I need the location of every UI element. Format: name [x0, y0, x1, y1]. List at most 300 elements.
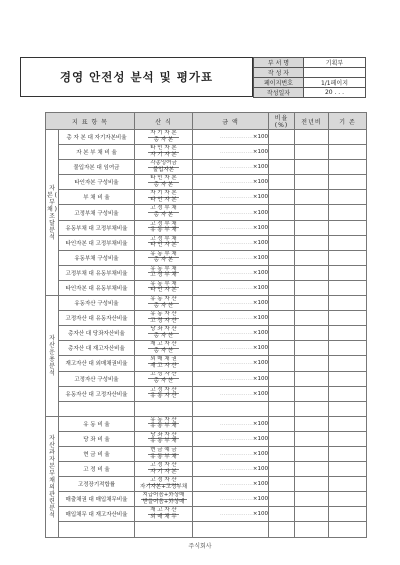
- multiplier-label: ×100: [252, 390, 268, 397]
- table-row: [46, 492, 367, 507]
- formula-fraction: [135, 448, 192, 460]
- table-row: [46, 265, 367, 280]
- ratio-cell[interactable]: [269, 311, 295, 326]
- formula-denominator: 총 자 산: [153, 332, 174, 339]
- formula-fraction: [135, 372, 192, 384]
- formula-cell: [135, 190, 193, 205]
- formula-cell: [135, 522, 193, 537]
- formula-denominator: 타 인 자 본: [150, 242, 177, 249]
- formula-denominator: 유 동 부 채: [150, 438, 177, 445]
- formula-denominator: 자 기 자 본: [150, 468, 177, 475]
- leader-dots: ………………: [219, 466, 253, 473]
- prev-year-cell[interactable]: [295, 386, 329, 401]
- leader-dots: ………………: [219, 481, 253, 488]
- amount-cell[interactable]: [193, 507, 269, 522]
- amount-cell[interactable]: [193, 477, 269, 492]
- formula-denominator: 총 자 산: [153, 378, 174, 385]
- leader-dots: ………………: [219, 164, 253, 171]
- section-label: 자 산 과 자 본 부 채 의 관 련 분 석: [46, 416, 59, 537]
- ratio-cell[interactable]: [269, 190, 295, 205]
- formula-numerator: 각종잉여금: [150, 160, 177, 167]
- prev-year-cell[interactable]: [295, 371, 329, 386]
- document-title: 경영 안전성 분석 및 평가표: [59, 70, 214, 84]
- leader-dots: ………………: [219, 300, 253, 307]
- leader-dots: ………………: [219, 315, 253, 322]
- indicator-name: 고정자산 대 유동자산비율: [59, 311, 135, 326]
- formula-cell: [135, 492, 193, 507]
- formula-numerator: 재 고 자 산: [150, 341, 177, 348]
- formula-fraction: [135, 463, 192, 475]
- existing-cell[interactable]: [329, 356, 367, 371]
- indicator-name: 유동자산 대 고정자산비율: [59, 386, 135, 401]
- formula-fraction: [135, 418, 192, 430]
- ratio-cell[interactable]: [269, 265, 295, 280]
- ratio-cell[interactable]: [269, 130, 295, 145]
- info-row: [254, 88, 366, 98]
- existing-cell[interactable]: [329, 220, 367, 235]
- prev-year-cell[interactable]: [295, 160, 329, 175]
- amount-cell[interactable]: [193, 492, 269, 507]
- table-row: [46, 356, 367, 371]
- formula-cell: [135, 175, 193, 190]
- table-row: [46, 462, 367, 477]
- amount-cell[interactable]: [193, 371, 269, 386]
- ratio-cell[interactable]: [269, 235, 295, 250]
- prev-year-cell[interactable]: [295, 250, 329, 265]
- formula-numerator: 타 인 자 본: [150, 175, 177, 182]
- indicator-name: 유동부채 구성비율: [59, 250, 135, 265]
- amount-cell[interactable]: [193, 522, 269, 537]
- formula-cell: [135, 265, 193, 280]
- amount-cell[interactable]: [193, 220, 269, 235]
- formula-numerator: 지급어음+外상매: [142, 492, 185, 499]
- amount-cell[interactable]: [193, 311, 269, 326]
- formula-numerator: 고 정 자 산: [150, 477, 177, 484]
- formula-cell: [135, 416, 193, 431]
- indicator-name: 현 금 비 율: [59, 446, 135, 461]
- amount-cell[interactable]: [193, 416, 269, 431]
- amount-cell[interactable]: [193, 235, 269, 250]
- info-value[interactable]: [304, 68, 366, 78]
- formula-numerator: 현 금 예 금: [150, 446, 177, 453]
- formula-fraction: [135, 297, 192, 309]
- formula-fraction: [135, 206, 192, 218]
- prev-year-cell[interactable]: [295, 190, 329, 205]
- multiplier-label: ×100: [252, 179, 268, 186]
- formula-fraction: [135, 433, 192, 445]
- existing-cell[interactable]: [329, 386, 367, 401]
- prev-year-cell[interactable]: [295, 175, 329, 190]
- existing-cell[interactable]: [329, 326, 367, 341]
- multiplier-label: ×100: [252, 420, 268, 427]
- prev-year-cell[interactable]: [295, 462, 329, 477]
- prev-year-cell[interactable]: [295, 507, 329, 522]
- ratio-cell[interactable]: [269, 507, 295, 522]
- formula-denominator: 타 인 자 본: [150, 287, 177, 294]
- existing-cell[interactable]: [329, 401, 367, 416]
- table-row: [46, 311, 367, 326]
- prev-year-cell[interactable]: [295, 431, 329, 446]
- ratio-cell[interactable]: [269, 145, 295, 160]
- prev-year-cell[interactable]: [295, 341, 329, 356]
- ratio-cell[interactable]: [269, 492, 295, 507]
- ratio-cell[interactable]: [269, 296, 295, 311]
- indicator-name: 총자산 대 당좌자산비율: [59, 326, 135, 341]
- existing-cell[interactable]: [329, 160, 367, 175]
- formula-cell: [135, 356, 193, 371]
- multiplier-label: ×100: [252, 254, 268, 261]
- leader-dots: ………………: [219, 420, 253, 427]
- indicator-name: 재고자산 대 외매채권비율: [59, 356, 135, 371]
- formula-numerator: 유 동 부 채: [150, 250, 177, 257]
- multiplier-label: ×100: [252, 164, 268, 171]
- prev-year-cell[interactable]: [295, 311, 329, 326]
- indicator-name: 고정장기적합률: [59, 477, 135, 492]
- leader-dots: ………………: [219, 330, 253, 337]
- header-formula: 산 식: [135, 113, 193, 130]
- multiplier-label: ×100: [252, 481, 268, 488]
- formula-numerator: 고 정 부 채: [150, 220, 177, 227]
- table-row: [46, 175, 367, 190]
- formula-cell: [135, 235, 193, 250]
- formula-fraction: [135, 237, 192, 249]
- formula-denominator: 총 자 본: [153, 257, 174, 264]
- company-name: 주식회사: [188, 543, 212, 550]
- table-row: [46, 205, 367, 220]
- indicator-name: 물입자본 대 임여금: [59, 160, 135, 175]
- formula-denominator: 총 자 산: [153, 347, 174, 354]
- prev-year-cell[interactable]: [295, 446, 329, 461]
- formula-cell: [135, 205, 193, 220]
- formula-numerator: 타 인 자 본: [150, 145, 177, 152]
- multiplier-label: ×100: [252, 284, 268, 291]
- ratio-cell[interactable]: [269, 522, 295, 537]
- info-row: [254, 58, 366, 68]
- table-row: [46, 416, 367, 431]
- ratio-cell[interactable]: [269, 446, 295, 461]
- table-row: [46, 507, 367, 522]
- indicator-name: 부 채 비 율: [59, 190, 135, 205]
- table-row: [46, 371, 367, 386]
- formula-denominator: 고 정 자 산: [150, 317, 177, 324]
- formula-numerator: 유 동 자 산: [150, 295, 177, 302]
- multiplier-label: ×100: [252, 315, 268, 322]
- existing-cell[interactable]: [329, 250, 367, 265]
- ratio-cell[interactable]: [269, 477, 295, 492]
- formula-cell: [135, 145, 193, 160]
- amount-cell[interactable]: [193, 250, 269, 265]
- ratio-cell[interactable]: [269, 220, 295, 235]
- formula-cell: [135, 130, 193, 145]
- formula-fraction: [135, 267, 192, 279]
- multiplier-label: ×100: [252, 224, 268, 231]
- formula-denominator: 자 기 자 본: [150, 151, 177, 158]
- table-row: [46, 477, 367, 492]
- prev-year-cell[interactable]: [295, 220, 329, 235]
- formula-numerator: 유 동 자 산: [150, 416, 177, 423]
- existing-cell[interactable]: [329, 130, 367, 145]
- formula-cell: [135, 280, 193, 295]
- multiplier-label: ×100: [252, 466, 268, 473]
- existing-cell[interactable]: [329, 341, 367, 356]
- amount-cell[interactable]: [193, 160, 269, 175]
- ratio-cell[interactable]: [269, 250, 295, 265]
- amount-cell[interactable]: [193, 265, 269, 280]
- formula-fraction: [135, 161, 192, 173]
- prev-year-cell[interactable]: [295, 326, 329, 341]
- leader-dots: ………………: [219, 345, 253, 352]
- multiplier-label: ×100: [252, 375, 268, 382]
- existing-cell[interactable]: [329, 145, 367, 160]
- table-row: [46, 145, 367, 160]
- table-row: [46, 296, 367, 311]
- leader-dots: ………………: [219, 496, 253, 503]
- formula-numerator: 당 좌 자 산: [150, 326, 177, 333]
- leader-dots: ………………: [219, 511, 253, 518]
- formula-cell: [135, 296, 193, 311]
- header-amount: 금 액: [193, 113, 269, 130]
- formula-numerator: 고 정 부 채: [150, 235, 177, 242]
- amount-cell[interactable]: [193, 462, 269, 477]
- multiplier-label: ×100: [252, 300, 268, 307]
- leader-dots: ………………: [219, 209, 253, 216]
- existing-cell[interactable]: [329, 205, 367, 220]
- prev-year-cell[interactable]: [295, 130, 329, 145]
- existing-cell[interactable]: [329, 431, 367, 446]
- table-row: [46, 401, 367, 416]
- info-value[interactable]: 20 . . .: [304, 88, 366, 98]
- table-row: [46, 341, 367, 356]
- formula-fraction: [135, 493, 192, 505]
- ratio-cell[interactable]: [269, 175, 295, 190]
- info-label: 페이지번호: [254, 78, 304, 88]
- prev-year-cell[interactable]: [295, 205, 329, 220]
- approval-info-table: [253, 57, 366, 98]
- indicator-name: 유동자산 구성비율: [59, 296, 135, 311]
- indicator-name: 매출채권 대 매입채무비율: [59, 492, 135, 507]
- multiplier-label: ×100: [252, 345, 268, 352]
- leader-dots: ………………: [219, 224, 253, 231]
- formula-denominator: 고 정 부 채: [150, 272, 177, 279]
- ratio-cell[interactable]: [269, 205, 295, 220]
- ratio-cell[interactable]: [269, 401, 295, 416]
- formula-fraction: [135, 508, 192, 520]
- table-row: [46, 220, 367, 235]
- prev-year-cell[interactable]: [295, 492, 329, 507]
- multiplier-label: ×100: [252, 269, 268, 276]
- formula-cell: [135, 326, 193, 341]
- formula-numerator: 자 기 자 본: [150, 129, 177, 136]
- formula-fraction: [135, 342, 192, 354]
- formula-fraction: [135, 146, 192, 158]
- multiplier-label: ×100: [252, 330, 268, 337]
- multiplier-label: ×100: [252, 239, 268, 246]
- indicator-name: 고정자산 구성비율: [59, 371, 135, 386]
- info-row: [254, 68, 366, 78]
- ratio-cell[interactable]: [269, 416, 295, 431]
- prev-year-cell[interactable]: [295, 416, 329, 431]
- multiplier-label: ×100: [252, 451, 268, 458]
- formula-cell: [135, 371, 193, 386]
- formula-denominator: 총 자 본: [153, 212, 174, 219]
- leader-dots: ………………: [219, 239, 253, 246]
- prev-year-cell[interactable]: [295, 522, 329, 537]
- prev-year-cell[interactable]: [295, 356, 329, 371]
- ratio-cell[interactable]: [269, 356, 295, 371]
- info-value[interactable]: 1/1페이지: [304, 78, 366, 88]
- ratio-cell[interactable]: [269, 326, 295, 341]
- header-existing: 기 존: [329, 113, 367, 130]
- existing-cell[interactable]: [329, 296, 367, 311]
- prev-year-cell[interactable]: [295, 235, 329, 250]
- formula-numerator: 유 동 부 채: [150, 265, 177, 272]
- existing-cell[interactable]: [329, 522, 367, 537]
- formula-numerator: 재 고 자 산: [150, 507, 177, 514]
- title-box: [20, 57, 253, 97]
- leader-dots: ………………: [219, 390, 253, 397]
- existing-cell[interactable]: [329, 416, 367, 431]
- prev-year-cell[interactable]: [295, 401, 329, 416]
- indicator-name: 총 자 본 대 자기자본비율: [59, 130, 135, 145]
- formula-fraction: [135, 252, 192, 264]
- table-row: [46, 386, 367, 401]
- formula-denominator: 총 자 산: [153, 302, 174, 309]
- table-row: [46, 280, 367, 295]
- formula-denominator: 불입자본: [152, 166, 175, 173]
- formula-cell: [135, 220, 193, 235]
- formula-cell: [135, 160, 193, 175]
- table-header-row: [46, 113, 367, 130]
- existing-cell[interactable]: [329, 265, 367, 280]
- stability-analysis-table: [45, 112, 367, 538]
- indicator-name: 자 본 부 채 비 율: [59, 145, 135, 160]
- formula-numerator: 고 정 자 산: [150, 371, 177, 378]
- multiplier-label: ×100: [252, 511, 268, 518]
- indicator-name: 총자산 대 재고자산비율: [59, 341, 135, 356]
- ratio-cell[interactable]: [269, 386, 295, 401]
- formula-denominator: 재 고 자 산: [150, 362, 177, 369]
- existing-cell[interactable]: [329, 507, 367, 522]
- formula-numerator: 유 동 부 채: [150, 280, 177, 287]
- existing-cell[interactable]: [329, 371, 367, 386]
- formula-cell: [135, 477, 193, 492]
- prev-year-cell[interactable]: [295, 477, 329, 492]
- header-prev-year: 전년비: [295, 113, 329, 130]
- formula-denominator: 받을어음+外상매: [142, 498, 185, 505]
- existing-cell[interactable]: [329, 462, 367, 477]
- table-row: [46, 326, 367, 341]
- existing-cell[interactable]: [329, 492, 367, 507]
- existing-cell[interactable]: [329, 446, 367, 461]
- indicator-name: 타인자본 구성비율: [59, 175, 135, 190]
- multiplier-label: ×100: [252, 435, 268, 442]
- amount-cell[interactable]: [193, 446, 269, 461]
- formula-cell: [135, 311, 193, 326]
- formula-numerator: 자 기 자 본: [150, 190, 177, 197]
- leader-dots: ………………: [219, 375, 253, 382]
- existing-cell[interactable]: [329, 175, 367, 190]
- section-label: 자 본 ( 부 채 ) 조 달 분 석: [46, 130, 59, 296]
- formula-cell: [135, 386, 193, 401]
- ratio-cell[interactable]: [269, 431, 295, 446]
- ratio-cell[interactable]: [269, 160, 295, 175]
- formula-fraction: [135, 191, 192, 203]
- ratio-cell[interactable]: [269, 280, 295, 295]
- amount-cell[interactable]: [193, 431, 269, 446]
- amount-cell[interactable]: [193, 130, 269, 145]
- table-row: [46, 522, 367, 537]
- amount-cell[interactable]: [193, 145, 269, 160]
- existing-cell[interactable]: [329, 280, 367, 295]
- amount-cell[interactable]: [193, 205, 269, 220]
- section-label: 자 산 운 용 분 석: [46, 296, 59, 417]
- indicator-name: 당 좌 비 율: [59, 431, 135, 446]
- formula-cell: [135, 401, 193, 416]
- formula-cell: [135, 507, 193, 522]
- amount-cell[interactable]: [193, 190, 269, 205]
- multiplier-label: ×100: [252, 496, 268, 503]
- formula-denominator: 유 동 자 산: [150, 393, 177, 400]
- formula-denominator: 유 동 부 채: [150, 453, 177, 460]
- formula-cell: [135, 446, 193, 461]
- prev-year-cell[interactable]: [295, 280, 329, 295]
- table-row: [46, 190, 367, 205]
- formula-cell: [135, 431, 193, 446]
- formula-denominator: 총 자 본: [153, 181, 174, 188]
- amount-cell[interactable]: [193, 175, 269, 190]
- existing-cell[interactable]: [329, 311, 367, 326]
- formula-denominator: 유 동 부 채: [150, 227, 177, 234]
- prev-year-cell[interactable]: [295, 296, 329, 311]
- formula-denominator: 타 인 자 본: [150, 196, 177, 203]
- formula-cell: [135, 341, 193, 356]
- prev-year-cell[interactable]: [295, 265, 329, 280]
- table-row: [46, 431, 367, 446]
- indicator-name: [59, 401, 135, 416]
- ratio-cell[interactable]: [269, 341, 295, 356]
- header-indicator: 지 표 항 목: [46, 113, 135, 130]
- leader-dots: ………………: [219, 451, 253, 458]
- indicator-name: 고정부채 대 유동부채비율: [59, 265, 135, 280]
- indicator-name: 고 정 비 율: [59, 462, 135, 477]
- formula-fraction: [135, 312, 192, 324]
- info-value[interactable]: 기획부: [304, 58, 366, 68]
- table-row: [46, 250, 367, 265]
- amount-cell[interactable]: [193, 341, 269, 356]
- amount-cell[interactable]: [193, 326, 269, 341]
- amount-cell[interactable]: [193, 401, 269, 416]
- ratio-cell[interactable]: [269, 371, 295, 386]
- formula-numerator: 유 동 자 산: [150, 311, 177, 318]
- formula-denominator: 유 동 부 채: [150, 423, 177, 430]
- ratio-cell[interactable]: [269, 462, 295, 477]
- amount-cell[interactable]: [193, 386, 269, 401]
- amount-cell[interactable]: [193, 280, 269, 295]
- leader-dots: ………………: [219, 179, 253, 186]
- amount-cell[interactable]: [193, 356, 269, 371]
- amount-cell[interactable]: [193, 296, 269, 311]
- leader-dots: ………………: [219, 254, 253, 261]
- formula-cell: [135, 250, 193, 265]
- existing-cell[interactable]: [329, 190, 367, 205]
- existing-cell[interactable]: [329, 477, 367, 492]
- multiplier-label: ×100: [252, 134, 268, 141]
- prev-year-cell[interactable]: [295, 145, 329, 160]
- existing-cell[interactable]: [329, 235, 367, 250]
- multiplier-label: ×100: [252, 194, 268, 201]
- formula-numerator: 고 정 부 채: [150, 205, 177, 212]
- leader-dots: ………………: [219, 360, 253, 367]
